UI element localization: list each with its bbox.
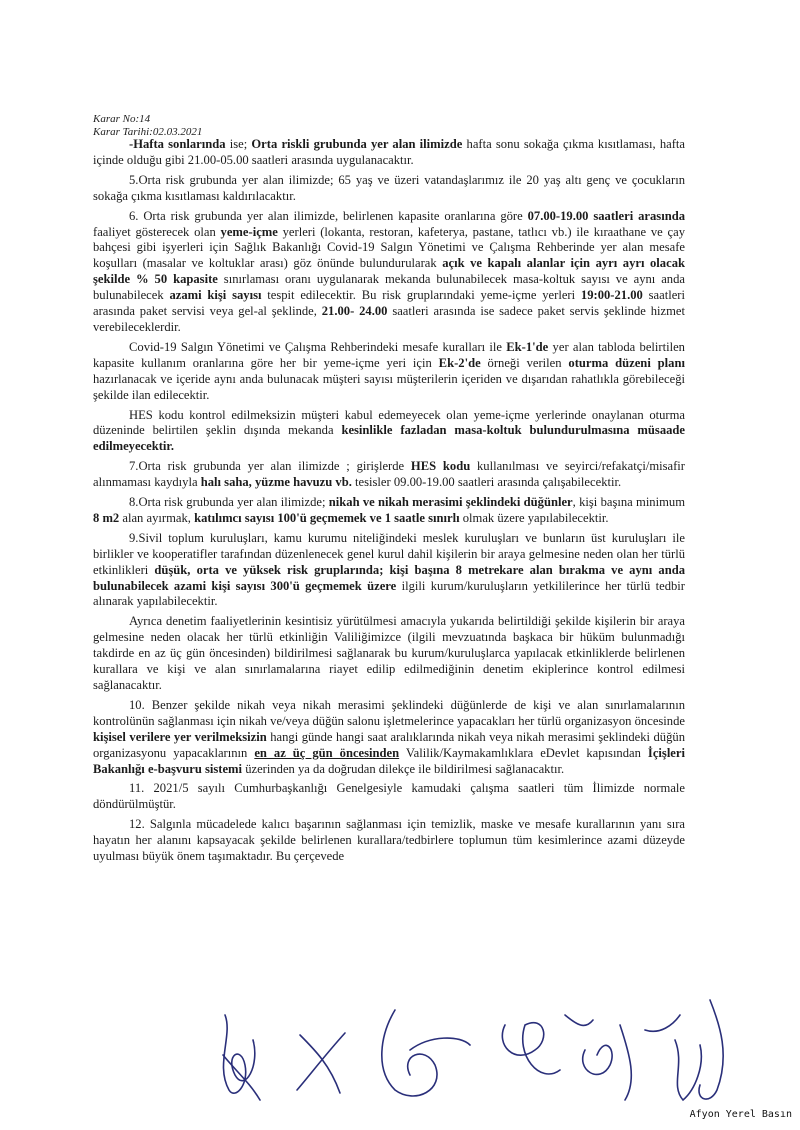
decision-number: Karar No:14 [93, 113, 151, 125]
text-segment: 07.00-19.00 saatleri arasında [527, 208, 685, 223]
paragraph-p5 [93, 459, 685, 491]
text-segment: Ek-1'de [506, 339, 549, 354]
text-segment: azami kişi sayısı [169, 288, 262, 303]
text-segment: tespit edilecektir. Bu risk gruplarındaki yeme-içme yerleri [261, 288, 581, 303]
text-segment: -Hafta sonlarında [129, 137, 226, 151]
text-segment: alan ayırmak, [119, 510, 195, 525]
text-segment: katılımcı sayısı 100'ü geçmemek ve 1 saatle sınırlı [194, 510, 460, 525]
text-segment: ise; [225, 137, 252, 151]
text-segment: hazırlanacak ve içeride aynı anda bulunacak müşteri sayısı müşterilerin içeriden ve dışarıdan rahatlıkla görebileceği şekilde ilan edilecektir. [93, 371, 685, 402]
decision-date: Karar Tarihi:02.03.2021 [93, 126, 203, 138]
text-segment: 12. Salgınla mücadelede kalıcı başarının sağlanması için temizlik, maske ve mesafe kurallarının yanı sıra hayatın her alanını kapsayacak şekilde belirlenen kurallara/tedbirlere toplumun tüm kesimlerince azami düzeyde uyulması büyük önem taşımaktadır. Bu çerçevede [93, 817, 685, 864]
paragraph-p9 [93, 698, 685, 778]
signatures [205, 995, 745, 1115]
paragraph-p4 [93, 408, 685, 456]
text-segment: örneği verilen [480, 355, 569, 370]
text-segment: en az üç gün öncesinden [254, 745, 400, 760]
text-segment: yerleri (lokanta, restoran, kafeterya, pastane, tatlıcı vb.) ile kıraathane ve çay bahçesi gibi işyerleri için Sağlık Bakanlığı Covid-19 Salgın Yönetimi ve Çalışma Rehberinde yer alan mesafe koşulları (masalar ve koltuklar arası) göz önünde bulundurularak [93, 224, 685, 271]
text-segment: 7.Orta risk grubunda yer alan ilimizde ; girişlerde [129, 459, 411, 474]
text-segment: , kişi başına minimum [572, 495, 685, 510]
text-segment: Orta riskli grubunda yer alan ilimizde [251, 137, 463, 151]
text-segment: 11. 2021/5 sayılı Cumhurbaşkanlığı Genelgesiyle kamudaki çalışma saatleri tüm İlimizde normale döndürülmüştür. [93, 781, 685, 812]
text-segment: nikah ve nikah merasimi şeklindeki düğünler [328, 495, 573, 510]
text-segment: 8.Orta risk grubunda yer alan ilimizde; [129, 495, 329, 510]
text-segment: 5.Orta risk grubunda yer alan ilimizde; 65 yaş ve üzeri vatandaşlarımız ile 20 yaş altı genç ve çocukların sokağa çıkma kısıtlaması kaldırılacaktır. [93, 172, 685, 203]
text-segment: ilgili kurum/kuruluşların yetkililerince her türlü tedbir alınarak yapılabilecektir. [93, 578, 685, 609]
text-segment: kullanılması ve seyirci/refakatçi/misafir alınmaması kaydıyla [93, 459, 685, 490]
text-segment: 21.00- 24.00 [321, 304, 388, 319]
paragraph-p0 [93, 137, 685, 169]
text-segment: İçişleri Bakanlığı e-başvuru sistemi [93, 745, 685, 776]
text-segment: faaliyet gösterecek olan [93, 224, 221, 239]
text-segment: saatleri arasında paket servisi veya gel-al şeklinde, [93, 288, 685, 319]
text-segment: 8 m2 [93, 510, 120, 525]
paragraph-p2 [93, 209, 685, 336]
text-segment: düşük, orta ve yüksek risk gruplarında; kişi başına 8 metrekare alan bırakma ve aynı anda bulunabilecek azami kişi sayısı 300'ü geçmemek üzere [93, 562, 686, 593]
paragraph-p3 [93, 340, 685, 404]
paragraph-p7 [93, 531, 685, 611]
text-segment: 10. Benzer şekilde nikah veya nikah merasimi şeklindeki düğünlerde de kişi ve alan sınırlamalarının kontrolünün sağlanması için nikah ve/veya düğün salonu işletmelerince yapacakları her türlü organizasyon öncesinde [93, 697, 685, 728]
text-segment: yeme-içme [220, 224, 278, 239]
text-segment: kesinlikle fazladan masa-koltuk bulundurulmasına müsaade edilmeyecektir. [93, 423, 686, 454]
text-segment: yer alan tabloda belirtilen kapasite kullanım oranlarına göre her bir yeme-içme yeri için [93, 339, 685, 370]
text-segment: olmak üzere yapılabilecektir. [459, 510, 609, 525]
text-segment: 19:00-21.00 [580, 288, 643, 303]
text-segment: sınırlaması oranı uygulanarak mekanda bulunabilecek masa-koltuk sayısı ve aynı anda bulunabilecek [93, 272, 685, 303]
text-segment: Ayrıca denetim faaliyetlerinin kesintisiz yürütülmesi amacıyla yukarıda belirtildiği şekilde kişilerin bir araya gelmesine neden olacak her türlü etkinliğin Valiliğimizce (ilgili mevzuatında başkaca bir hüküm bulunmadığı takdirde en az üç gün öncesinden) bildirilmesi sağlanarak bu kurum/kuruluşlarca yapılacak etkinliklerde belirlenen kurallara ve kişi ve alan sınırlamalarına riayet edilip edilmediğinin denetim ekiplerince kontrol edilmesi sağlanacaktır. [93, 614, 685, 692]
text-segment: açık ve kapalı alanlar için ayrı ayrı olacak şekilde % 50 kapasite [93, 256, 685, 287]
text-segment: halı saha, yüzme havuzu vb. [200, 475, 352, 490]
text-segment: hangi günde hangi saat aralıklarında nikah veya nikah merasimi şeklindeki düğün organizasyonu yapacaklarının [93, 729, 685, 760]
paragraph-p11 [93, 817, 685, 865]
text-segment: 6. Orta risk grubunda yer alan ilimizde, belirlenen kapasite oranlarına göre [129, 208, 528, 223]
text-segment: 9.Sivil toplum kuruluşları, kamu kurumu niteliğindeki meslek kuruluşları ve bunların üst kuruluşları ile birlikler ve kooperatifler tarafından düzenlenecek genel kurul dahil kişilerin bir araya gelmesine neden olan her türlü etkinlikleri [93, 530, 685, 577]
text-segment: Covid-19 Salgın Yönetimi ve Çalışma Rehberindeki mesafe kuralları ile [129, 339, 507, 354]
paragraph-p6 [93, 495, 685, 527]
decision-header [93, 113, 202, 139]
text-segment: oturma düzeni planı [568, 355, 685, 370]
document-body [93, 137, 685, 869]
text-segment: HES kodu kontrol edilmeksizin müşteri kabul edemeyecek olan yeme-içme yerlerinde onaylanan oturma düzeninde belirtilen şeklin dışında mekanda [93, 407, 685, 438]
paragraph-p8 [93, 614, 685, 694]
text-segment: üzerinden ya da doğrudan dilekçe ile bildirilmesi sağlanacaktır. [242, 761, 565, 776]
paragraph-p1 [93, 173, 685, 205]
text-segment: hafta sonu sokağa çıkma kısıtlaması, hafta içinde olduğu gibi 21.00-05.00 saatleri arasında uygulanacaktır. [93, 137, 685, 167]
text-segment: kişisel verilere yer verilmeksizin [93, 729, 267, 744]
text-segment: Ek-2'de [438, 355, 481, 370]
text-segment: saatleri arasında ise sadece paket servis şeklinde hizmet verebileceklerdir. [93, 304, 685, 334]
text-segment: Valilik/Kaymakamlıklara eDevlet kapısından [399, 745, 648, 760]
text-segment: HES kodu [410, 459, 471, 474]
text-segment: tesisler 09.00-19.00 saatleri arasında çalışabilecektir. [351, 475, 622, 490]
paragraph-p10 [93, 781, 685, 813]
publisher-watermark: Afyon Yerel Basın [689, 1109, 792, 1120]
